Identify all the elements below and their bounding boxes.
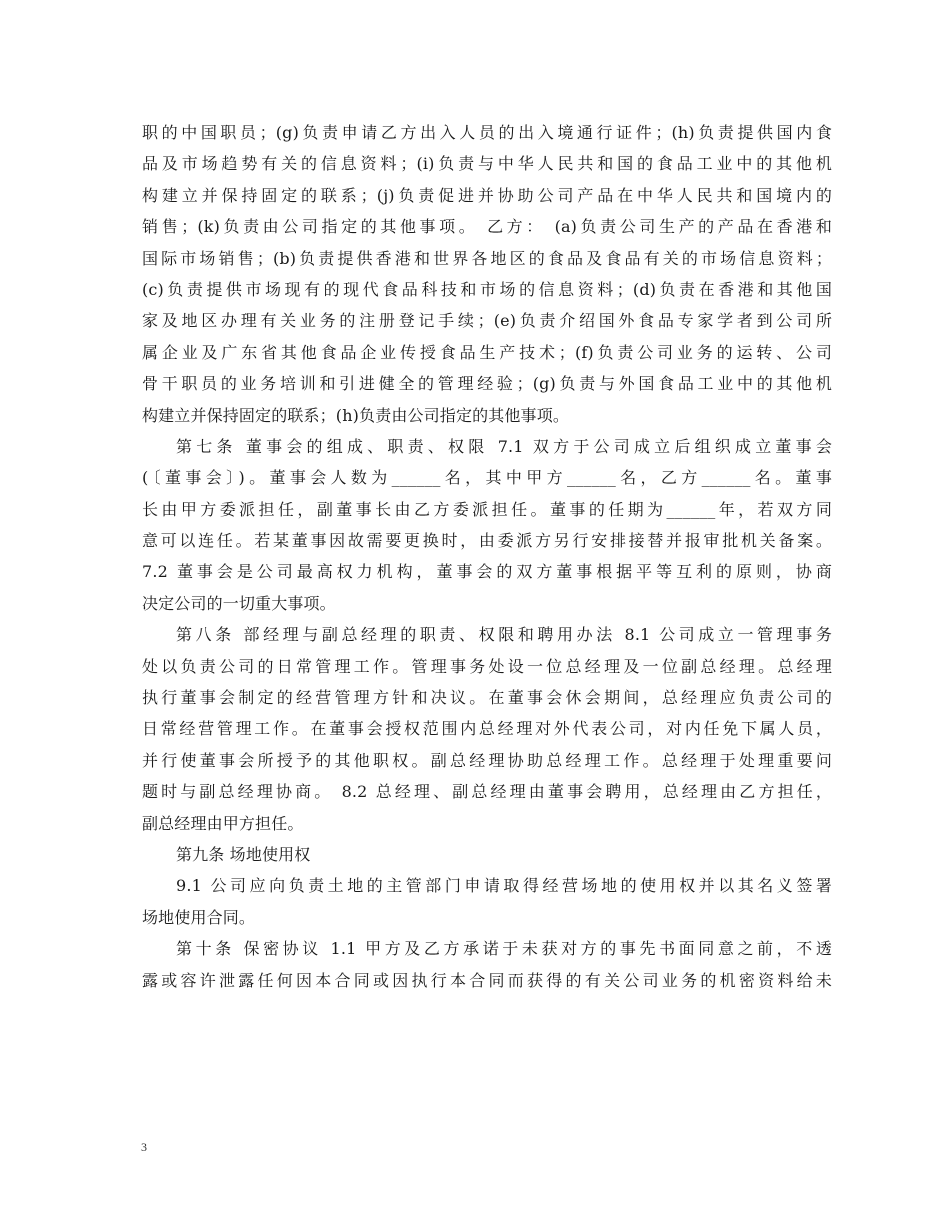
text-line: 并行使董事会所授予的其他职权。副总经理协助总经理工作。总经理于处理重要问 (142, 750, 832, 770)
text-line: 属企业及广东省其他食品企业传授食品生产技术；(f)负责公司业务的运转、公司 (142, 342, 832, 362)
text-line: 家及地区办理有关业务的注册登记手续；(e)负责介绍国外食品专家学者到公司所 (142, 311, 832, 331)
text-line: 处以负责公司的日常管理工作。管理事务处设一位总经理及一位副总经理。总经理 (142, 656, 832, 676)
text-line: 销售；(k)负责由公司指定的其他事项。 乙方： (a)负责公司生产的产品在香港和 (142, 217, 832, 237)
text-line: 构建立并保持固定的联系；(h)负责由公司指定的其他事项。 (142, 405, 569, 425)
page-number: 3 (141, 1140, 147, 1154)
text-line: 国际市场销售；(b)负责提供香港和世界各地区的食品及食品有关的市场信息资料； (142, 248, 832, 268)
text-line: 品及市场趋势有关的信息资料；(i)负责与中华人民共和国的食品工业中的其他机 (142, 154, 832, 174)
text-line: 长由甲方委派担任，副董事长由乙方委派担任。董事的任期为______年，若双方同 (142, 499, 832, 519)
text-line: 执行董事会制定的经营管理方针和决议。在董事会休会期间，总经理应负责公司的 (142, 688, 832, 708)
text-line: 日常经营管理工作。在董事会授权范围内总经理对外代表公司，对内任免下属人员， (142, 719, 832, 739)
text-line: 副总经理由甲方担任。 (142, 813, 304, 833)
text-line: 意可以连任。若某董事因故需要更换时，由委派方另行安排接替并报审批机关备案。 (142, 531, 832, 551)
text-line: 职的中国职员；(g)负责申请乙方出入人员的出入境通行证件；(h)负责提供国内食 (142, 123, 832, 142)
document-body (142, 117, 832, 996)
article-10-heading-line: 第十条 保密协议 1.1 甲方及乙方承诺于未获对方的事先书面同意之前，不透 (176, 939, 832, 959)
article-8-heading-line: 第八条 部经理与副总经理的职责、权限和聘用办法 8.1 公司成立一管理事务 (176, 625, 832, 645)
text-line: 场地使用合同。 (142, 907, 256, 927)
article-7-heading-line: 第七条 董事会的组成、职责、权限 7.1 双方于公司成立后组织成立董事会 (176, 436, 832, 456)
text-line: 骨干职员的业务培训和引进健全的管理经验；(g)负责与外国食品工业中的其他机 (142, 374, 832, 394)
text-line: 决定公司的一切重大事项。 (142, 593, 336, 613)
text-line: 9.1 公司应向负责土地的主管部门申请取得经营场地的使用权并以其名义签署 (176, 876, 832, 896)
text-line: 7.2 董事会是公司最高权力机构，董事会的双方董事根据平等互利的原则，协商 (142, 562, 832, 582)
article-9-heading-line: 第九条 场地使用权 (176, 844, 311, 864)
text-line: 构建立并保持固定的联系；(j)负责促进并协助公司产品在中华人民共和国境内的 (142, 185, 832, 205)
text-line: (c)负责提供市场现有的现代食品科技和市场的信息资料；(d)负责在香港和其他国 (142, 279, 832, 299)
text-line: 露或容许泄露任何因本合同或因执行本合同而获得的有关公司业务的机密资料给未 (142, 970, 832, 990)
text-line: 题时与副总经理协商。 8.2 总经理、副总经理由董事会聘用，总经理由乙方担任， (142, 782, 832, 802)
text-line: (〔董事会〕)。董事会人数为______名，其中甲方______名，乙方______名。董事 (142, 468, 832, 488)
